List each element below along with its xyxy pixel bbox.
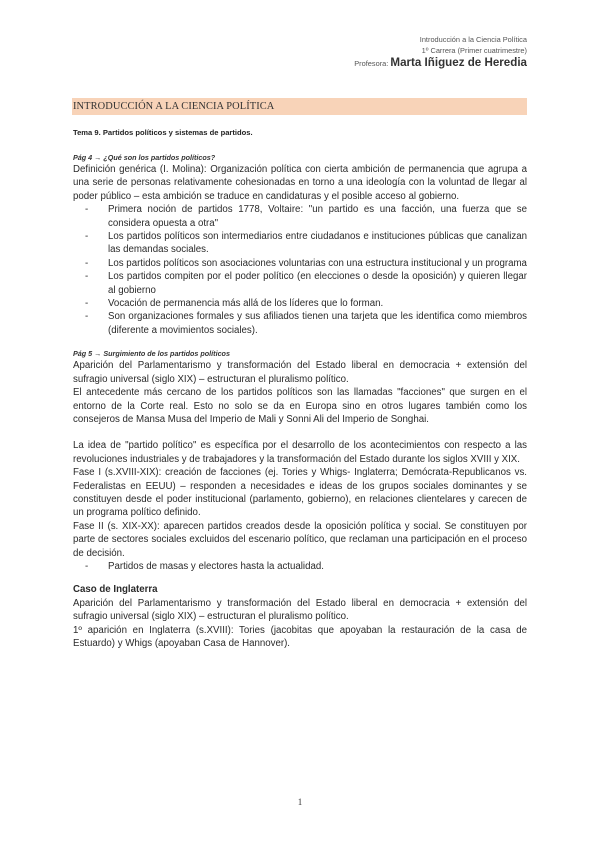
professor-name: Marta Iñiguez de Heredia — [390, 56, 527, 69]
paragraph: El antecedente más cercano de los partidos políticos son las llamadas "facciones" que surgen en el entorno de la Corte real. Esto no solo se da en Europa sino en otros lugares también como los consejeros de Mansa Musa del Imperio de Mali y Sonni Ali del Imperio de Songhai. — [73, 387, 527, 425]
page-number: 1 — [297, 797, 303, 807]
paragraph: Fase II (s. XIX-XX): aparecen partidos creados desde la oposición política y social. Se constituyen por parte de sectores sociales excluidos del escenario político, que reclaman una participación en el proceso de decisión. — [73, 520, 527, 559]
section-heading-definition: Pág 4 → ¿Qué son los partidos políticos? — [73, 153, 216, 162]
professor-line — [354, 56, 527, 71]
paragraph: Fase I (s.XVIII-XIX): creación de facciones (ej. Tories y Whigs- Inglaterra; Demócrata-Republicanos vs. Federalistas en EEUU) – responden a necesidades e ideas de los grupos sociales dominantes y se constituyen desde el poder institucional (parlamento, gobierno), en relaciones clientelares y carecen de un programa político definido. — [73, 467, 527, 519]
definition-bullet-list — [73, 203, 527, 337]
definition-paragraph: Definición genérica (I. Molina): Organización política con cierta ambición de permanencia que agrupa a una serie de personas relativamente cohesionadas en torno a una ideología con la voluntad de llegar al poder público – esta ambición se traduce en candidaturas y el posible acceso al gobierno. — [73, 164, 527, 202]
page-header — [354, 34, 527, 71]
section-heading-origin: Pág 5 → Surgimiento de los partidos políticos — [73, 349, 230, 359]
paragraph: Aparición del Parlamentarismo y transformación del Estado liberal en democracia + extensión del sufragio universal (siglo XIX) – estructuran el pluralismo político. — [73, 597, 527, 623]
paragraph: Aparición del Parlamentarismo y transformación del Estado liberal en democracia + extensión del sufragio universal (siglo XIX) – estructuran el pluralismo político. — [73, 360, 527, 385]
course-name: Introducción a la Ciencia Política — [419, 35, 527, 44]
topic-title: Tema 9. Partidos políticos y sistemas de partidos. — [73, 128, 253, 137]
list-item: - Partidos de masas y electores hasta la actualidad. — [85, 560, 527, 573]
list-item: - Primera noción de partidos 1778, Voltaire: "un partido es una facción, una fuerza que se considera opuesta a otra" — [85, 203, 527, 230]
paragraph: 1º aparición en Inglaterra (s.XVIII): Tories (jacobitas que apoyaban la restauración de la casa de Estuardo) y Whigs (apoyaban Casa de Hannover). — [73, 624, 527, 649]
origin-bullet-list — [73, 560, 527, 573]
course-year: 1º Carrera (Primer cuatrimestre) — [421, 46, 527, 55]
list-item: - Los partidos políticos son intermediarios entre ciudadanos e instituciones públicas que canalizan las demandas sociales. — [85, 230, 527, 257]
document-body — [73, 124, 527, 650]
professor-label: Profesora: — [354, 59, 389, 68]
list-item: - Los partidos políticos son asociaciones voluntarias con una estructura institucional y un programa — [85, 257, 527, 270]
list-item: - Los partidos compiten por el poder político (en elecciones o desde la oposición) y quieren llegar al gobierno — [85, 270, 527, 297]
list-item: - Son organizaciones formales y sus afiliados tienen una tarjeta que les identifica como miembros (diferente a movimientos sociales). — [85, 310, 527, 337]
paragraph: La idea de "partido político" es específica por el desarrollo de los acontecimientos con respecto a las revoluciones industriales y de trabajadores y la transformación del Estado durante los siglos XVIII y XIX. — [73, 440, 527, 465]
subject-banner: INTRODUCCIÓN A LA CIENCIA POLÍTICA — [72, 98, 527, 115]
case-title: Caso de Inglaterra — [73, 584, 158, 596]
list-item: - Vocación de permanencia más allá de los líderes que lo forman. — [85, 297, 527, 310]
